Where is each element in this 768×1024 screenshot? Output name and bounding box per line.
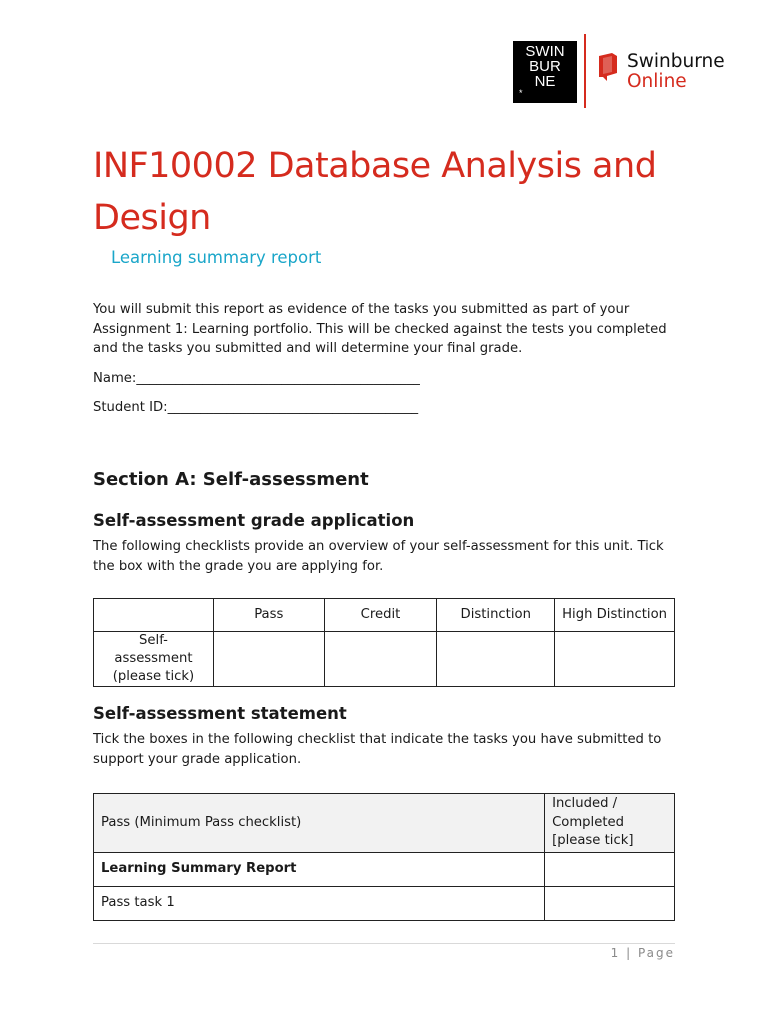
checklist-header-row: [94, 794, 675, 853]
logo-line-1: SWIN: [525, 43, 565, 60]
checklist-item-label: Learning Summary Report: [94, 853, 545, 887]
checklist-tick-box[interactable]: [545, 853, 675, 887]
checklist-header-left: Pass (Minimum Pass checklist): [94, 794, 545, 853]
brand-sub: Online: [627, 71, 687, 92]
page-title: INF10002 Database Analysis and Design: [93, 146, 657, 238]
grade-header-high-distinction: High Distinction: [555, 599, 675, 632]
brand-name: Swinburne: [627, 51, 725, 72]
tick-box-credit[interactable]: [324, 632, 437, 687]
speech-bubble-icon: [595, 52, 621, 82]
grade-table: [93, 598, 675, 687]
checklist-header-right: Included / Completed [please tick]: [545, 794, 675, 853]
footer-divider: [93, 943, 675, 944]
checklist-item-label: Pass task 1: [94, 887, 545, 921]
grade-header-credit: Credit: [324, 599, 437, 632]
grade-header-distinction: Distinction: [437, 599, 555, 632]
grade-table-row: [94, 632, 675, 687]
student-id-field: Student ID:______________________________________: [93, 400, 419, 415]
grade-application-heading: Self-assessment grade application: [93, 511, 415, 530]
page-subtitle: Learning summary report: [111, 248, 322, 267]
grade-application-text: The following checklists provide an overview of your self-assessment for this unit. Tick the box with the grade you are applying for.: [93, 539, 664, 574]
pass-checklist-table: [93, 793, 675, 921]
section-a-heading: Section A: Self-assessment: [93, 469, 369, 490]
logo-star: *: [519, 88, 523, 98]
grade-header-pass: Pass: [213, 599, 324, 632]
statement-text: Tick the boxes in the following checklist that indicate the tasks you have submitted to support your grade application.: [93, 732, 662, 767]
page-number: 1 | Page: [610, 946, 675, 960]
tick-box-distinction[interactable]: [437, 632, 555, 687]
intro-paragraph: You will submit this report as evidence of the tasks you submitted as part of your Assignment 1: Learning portfolio. This will be checked against the tests you completed and the tasks you submitted and will determine your final grade.: [93, 302, 667, 356]
tick-box-high-distinction[interactable]: [555, 632, 675, 687]
grade-table-header-row: [94, 599, 675, 632]
checklist-row: [94, 853, 675, 887]
checklist-row: [94, 887, 675, 921]
swinburne-logo-block: [513, 41, 577, 103]
swinburne-online-wordmark: [627, 52, 725, 92]
name-field: Name:___________________________________________: [93, 371, 420, 386]
logo-line-2: BUR: [529, 58, 561, 75]
logo-line-3: NE: [534, 73, 556, 90]
logo-divider: [584, 34, 586, 108]
statement-heading: Self-assessment statement: [93, 704, 347, 723]
grade-table-corner: [94, 599, 214, 632]
checklist-tick-box[interactable]: [545, 887, 675, 921]
tick-box-pass[interactable]: [213, 632, 324, 687]
self-assessment-label: Self-assessment (please tick): [94, 632, 214, 687]
